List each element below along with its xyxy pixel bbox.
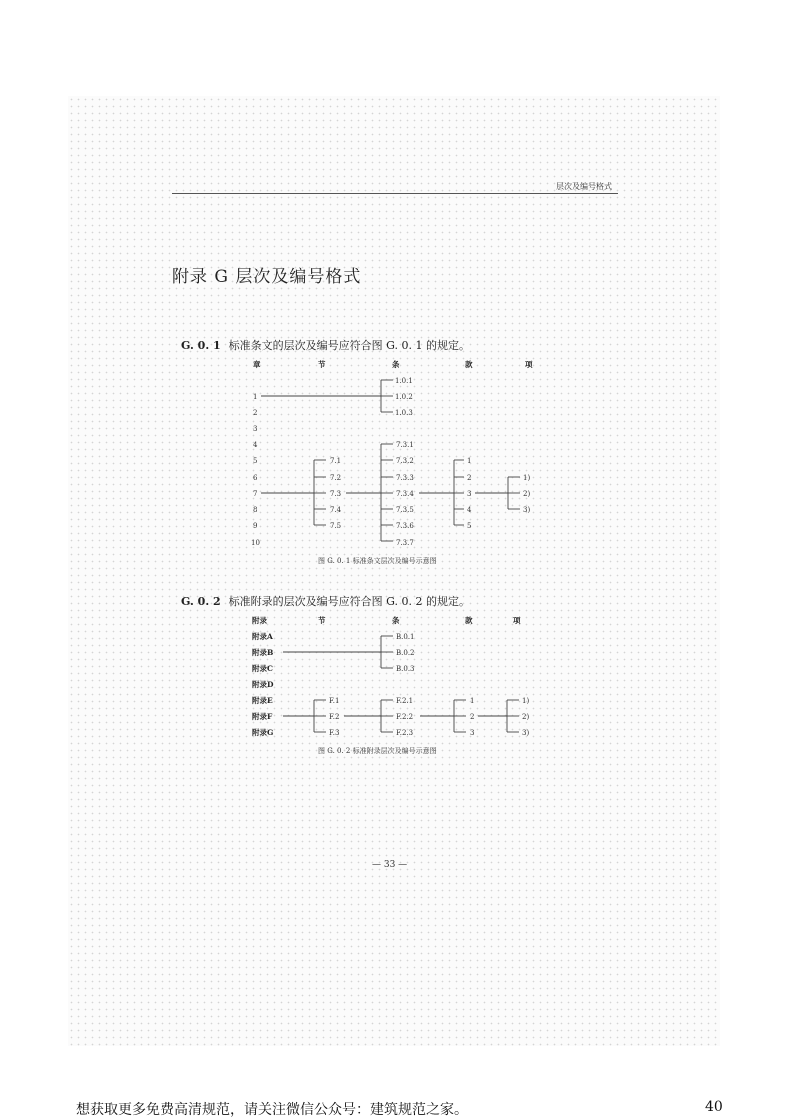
fig1-chapter: 5 <box>253 457 258 465</box>
fig2-appendix: 附录D <box>252 680 274 689</box>
fig1-paragraph: 1 <box>467 457 472 465</box>
running-head: 层次及编号格式 <box>556 182 612 191</box>
figure-g02-caption: 图 G. 0. 2 标准附录层次及编号示意图 <box>318 747 437 755</box>
fig2-appendix: 附录F <box>252 712 273 721</box>
fig1-article: 1.0.3 <box>395 409 413 417</box>
fig1-chapter: 1 <box>253 393 258 401</box>
fig2-appendix: 附录G <box>252 728 274 737</box>
fig2-section: F.1 <box>329 697 340 705</box>
fig1-article: 1.0.1 <box>395 377 413 385</box>
fig2-appendix: 附录E <box>252 696 273 705</box>
fig2-paragraph: 2 <box>470 713 475 721</box>
fig2-article: F.2.1 <box>396 697 414 705</box>
clause-g01-number: G. 0. 1 <box>181 339 221 352</box>
fig1-chapter: 3 <box>253 425 258 433</box>
fig1-chapter: 8 <box>253 506 258 514</box>
fig1-header-paragraph: 款 <box>465 360 473 369</box>
fig2-header-section: 节 <box>318 616 326 625</box>
fig2-item: 3) <box>522 729 530 737</box>
fig1-chapter: 9 <box>253 522 258 530</box>
fig1-header-article: 条 <box>392 360 400 369</box>
fig1-chapter: 2 <box>253 409 258 417</box>
fig1-section: 7.4 <box>330 506 342 514</box>
fig1-article: 7.3.2 <box>396 457 414 465</box>
clause-g02-text: 标准附录的层次及编号应符合图 G. 0. 2 的规定。 <box>228 595 471 608</box>
fig1-chapter: 10 <box>251 539 260 547</box>
fig2-article: F.2.2 <box>396 713 414 721</box>
fig1-section: 7.5 <box>330 522 342 530</box>
fig1-paragraph: 3 <box>467 490 472 498</box>
figure-g02 <box>0 600 792 760</box>
fig2-section: F.3 <box>329 729 340 737</box>
fig2-header-item: 项 <box>513 616 521 625</box>
fig1-article: 1.0.2 <box>395 393 413 401</box>
fig2-appendix: 附录A <box>252 632 273 641</box>
fig2-appendix: 附录B <box>252 648 274 657</box>
fig1-chapter: 7 <box>253 490 258 498</box>
fig1-article: 7.3.6 <box>396 522 414 530</box>
fig1-article: 7.3.3 <box>396 474 414 482</box>
fig2-paragraph: 1 <box>470 697 475 705</box>
fig2-section: F.2 <box>329 713 340 721</box>
fig1-article: 7.3.1 <box>396 441 414 449</box>
fig1-article: 7.3.7 <box>396 539 414 547</box>
fig2-appendix: 附录C <box>252 664 273 673</box>
fig1-section: 7.1 <box>330 457 342 465</box>
fig1-header-section: 节 <box>318 360 326 369</box>
clause-g02-number: G. 0. 2 <box>181 595 221 608</box>
fig2-header-article: 条 <box>392 616 400 625</box>
fig2-item: 2) <box>522 713 530 721</box>
fig1-chapter: 6 <box>253 474 258 482</box>
fig1-section: 7.2 <box>330 474 342 482</box>
fig2-paragraph: 3 <box>470 729 475 737</box>
fig1-paragraph: 5 <box>467 522 472 530</box>
fig1-chapter: 4 <box>253 441 258 449</box>
fig2-article: B.0.2 <box>396 649 415 657</box>
fig1-section: 7.3 <box>330 490 342 498</box>
fig1-header-chapter: 章 <box>253 360 261 369</box>
fig2-article: B.0.3 <box>396 665 415 673</box>
fig1-article: 7.3.5 <box>396 506 414 514</box>
fig1-paragraph: 4 <box>467 506 472 514</box>
footer-note: 想获取更多免费高清规范，请关注微信公众号：建筑规范之家。 <box>76 1102 468 1118</box>
figure-g01-caption: 图 G. 0. 1 标准条文层次及编号示意图 <box>318 557 437 565</box>
fig1-header-item: 项 <box>525 360 533 369</box>
fig1-item: 2) <box>523 490 531 498</box>
fig2-article: F.2.3 <box>396 729 414 737</box>
fig1-article: 7.3.4 <box>396 490 414 498</box>
fig2-header-appendix: 附录 <box>252 616 267 625</box>
fig1-item: 3) <box>523 506 531 514</box>
fig2-article: B.0.1 <box>396 633 415 641</box>
clause-g01-text: 标准条文的层次及编号应符合图 G. 0. 1 的规定。 <box>228 339 471 352</box>
footer-page-number: 40 <box>705 1099 723 1115</box>
fig1-paragraph: 2 <box>467 474 472 482</box>
fig1-item: 1) <box>523 474 531 482</box>
page-number: — 33 — <box>372 860 408 870</box>
fig2-item: 1) <box>522 697 530 705</box>
fig2-header-paragraph: 款 <box>465 616 473 625</box>
appendix-title: 附录 G 层次及编号格式 <box>172 267 362 287</box>
